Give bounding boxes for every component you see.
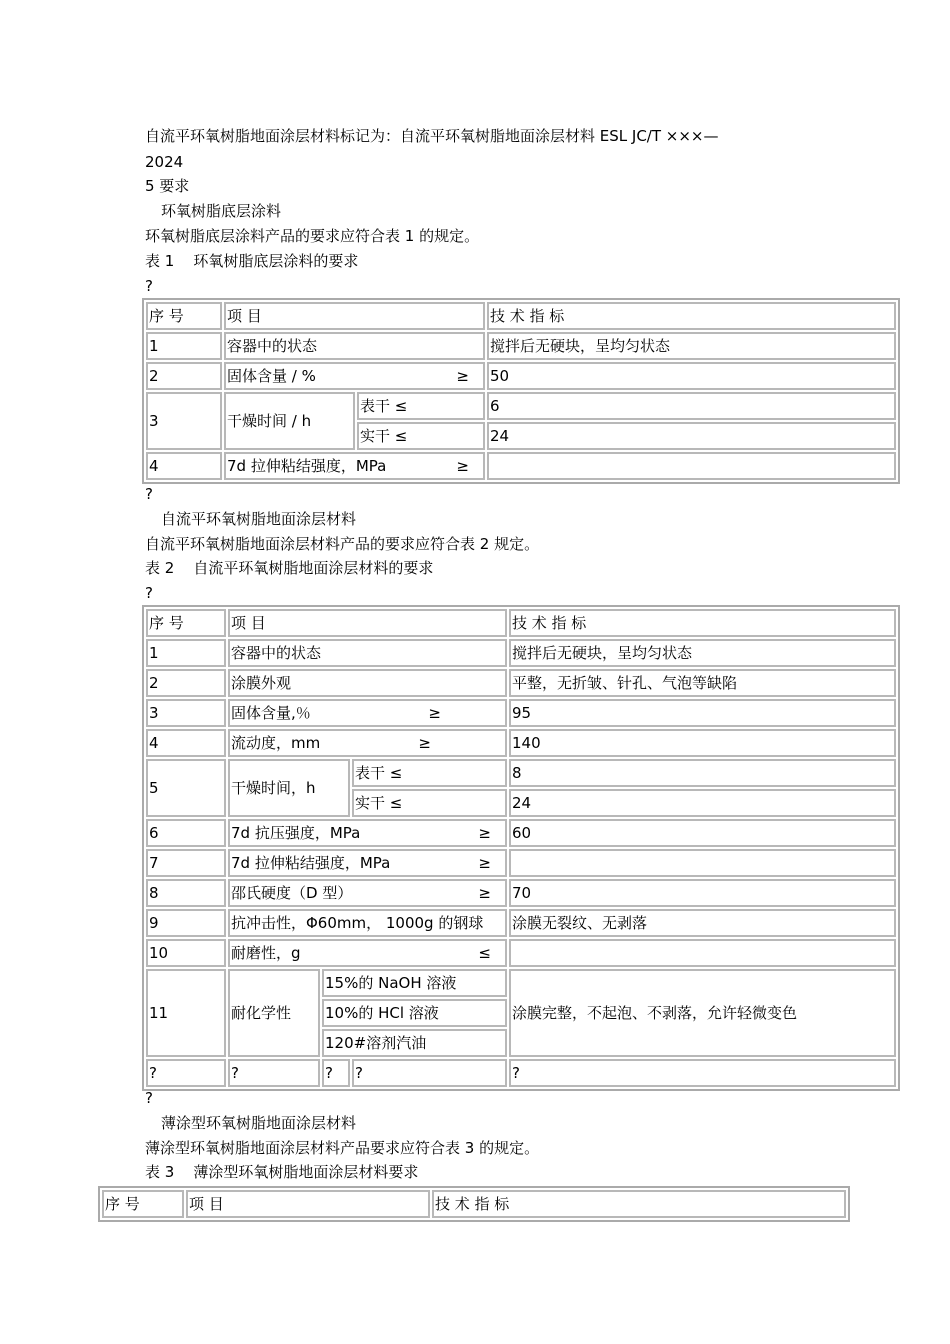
subsection-heading-primer: 环氧树脂底层涂料 <box>161 202 282 220</box>
comparison-symbol: ≥ <box>478 884 491 902</box>
table-row <box>146 729 896 757</box>
placeholder-mark: ? <box>145 277 153 295</box>
cell-item: 涂膜外观 <box>228 669 507 697</box>
cell-item: 容器中的状态 <box>224 332 485 360</box>
cell-placeholder: ? <box>146 1059 226 1087</box>
cell-subitem: 实干 ≤ <box>357 422 485 450</box>
item-label: 固体含量 / % <box>227 367 316 385</box>
item-label: 7d 抗压强度，MPa <box>231 824 361 842</box>
paragraph-self-leveling: 自流平环氧树脂地面涂层材料产品的要求应符合表 2 规定。 <box>145 535 540 553</box>
cell-spec <box>487 452 896 480</box>
table-row <box>146 392 896 420</box>
cell-spec: 60 <box>509 819 896 847</box>
item-label: 7d 拉伸粘结强度，MPa <box>227 457 387 475</box>
cell-subitem: 表干 ≤ <box>352 759 507 787</box>
item-label: 邵氏硬度（D 型） <box>231 884 353 902</box>
table-2 <box>142 605 900 1091</box>
cell-spec: 涂膜无裂纹、无剥落 <box>509 909 896 937</box>
placeholder-mark: ? <box>145 485 153 503</box>
cell-item <box>224 362 485 390</box>
cell-no: 1 <box>146 639 226 667</box>
cell-item <box>228 699 507 727</box>
marking-text-line1: 自流平环氧树脂地面涂层材料标记为：自流平环氧树脂地面涂层材料 ESL JC/T ×××— <box>145 127 719 145</box>
cell-spec: 搅拌后无硬块，呈均匀状态 <box>487 332 896 360</box>
placeholder-mark: ? <box>145 1089 153 1107</box>
cell-no: 3 <box>146 699 226 727</box>
cell-no: 6 <box>146 819 226 847</box>
cell-item: 容器中的状态 <box>228 639 507 667</box>
cell-no: 4 <box>146 452 222 480</box>
table-row <box>146 879 896 907</box>
table-row <box>146 639 896 667</box>
table-header-row <box>146 302 896 330</box>
comparison-symbol: ≥ <box>478 824 491 842</box>
cell-item <box>228 819 507 847</box>
cell-placeholder: ? <box>509 1059 896 1087</box>
comparison-symbol: ≤ <box>478 944 491 962</box>
cell-no: 5 <box>146 759 226 817</box>
paragraph-thin-coat: 薄涂型环氧树脂地面涂层材料产品要求应符合表 3 的规定。 <box>145 1139 540 1157</box>
table-row <box>146 909 896 937</box>
item-label: 流动度，mm <box>231 734 321 752</box>
paragraph-primer: 环氧树脂底层涂料产品的要求应符合表 1 的规定。 <box>145 227 480 245</box>
cell-item: 抗冲击性，Φ60mm， 1000g 的钢球 <box>228 909 507 937</box>
cell-spec: 搅拌后无硬块，呈均匀状态 <box>509 639 896 667</box>
cell-spec: 平整，无折皱、针孔、气泡等缺陷 <box>509 669 896 697</box>
cell-item: 干燥时间，h <box>228 759 350 817</box>
table1-caption: 表 1 环氧树脂底层涂料的要求 <box>145 252 359 270</box>
table-header-row <box>102 1190 846 1218</box>
table-3 <box>98 1186 850 1222</box>
table-row <box>146 819 896 847</box>
header-no: 序 号 <box>102 1190 184 1218</box>
cell-spec: 8 <box>509 759 896 787</box>
cell-no: 7 <box>146 849 226 877</box>
cell-no: 1 <box>146 332 222 360</box>
cell-subitem: 实干 ≤ <box>352 789 507 817</box>
table-header-row <box>146 609 896 637</box>
item-label: 固体含量,％ <box>231 704 311 722</box>
subsection-heading-thin-coat: 薄涂型环氧树脂地面涂层材料 <box>161 1114 357 1132</box>
header-spec: 技 术 指 标 <box>509 609 896 637</box>
item-label: 7d 拉伸粘结强度，MPa <box>231 854 391 872</box>
cell-no: 11 <box>146 969 226 1057</box>
cell-spec <box>509 849 896 877</box>
table2-caption: 表 2 自流平环氧树脂地面涂层材料的要求 <box>145 559 434 577</box>
cell-spec: 50 <box>487 362 896 390</box>
cell-subitem: 15%的 NaOH 溶液 <box>322 969 507 997</box>
cell-spec: 95 <box>509 699 896 727</box>
header-item: 项 目 <box>186 1190 430 1218</box>
table3-caption: 表 3 薄涂型环氧树脂地面涂层材料要求 <box>145 1163 419 1181</box>
header-no: 序 号 <box>146 609 226 637</box>
cell-no: 9 <box>146 909 226 937</box>
header-item: 项 目 <box>224 302 485 330</box>
table-row <box>146 362 896 390</box>
comparison-symbol: ≥ <box>428 704 441 722</box>
cell-placeholder: ? <box>352 1059 507 1087</box>
table-row <box>146 699 896 727</box>
cell-item <box>228 849 507 877</box>
cell-placeholder: ? <box>322 1059 350 1087</box>
table-row <box>146 939 896 967</box>
header-spec: 技 术 指 标 <box>432 1190 846 1218</box>
cell-item <box>228 729 507 757</box>
cell-spec: 24 <box>487 422 896 450</box>
cell-subitem: 10%的 HCl 溶液 <box>322 999 507 1027</box>
header-no: 序 号 <box>146 302 222 330</box>
cell-spec: 24 <box>509 789 896 817</box>
header-spec: 技 术 指 标 <box>487 302 896 330</box>
cell-item <box>228 939 507 967</box>
comparison-symbol: ≥ <box>418 734 431 752</box>
table-row <box>146 969 896 997</box>
comparison-symbol: ≥ <box>478 854 491 872</box>
header-item: 项 目 <box>228 609 507 637</box>
cell-placeholder: ? <box>228 1059 320 1087</box>
cell-spec: 6 <box>487 392 896 420</box>
cell-no: 2 <box>146 362 222 390</box>
cell-no: 2 <box>146 669 226 697</box>
cell-subitem: 120#溶剂汽油 <box>322 1029 507 1057</box>
table-row <box>146 669 896 697</box>
comparison-symbol: ≥ <box>456 367 469 385</box>
table-row <box>146 849 896 877</box>
cell-no: 8 <box>146 879 226 907</box>
table-row <box>146 452 896 480</box>
cell-item <box>228 879 507 907</box>
cell-item <box>224 452 485 480</box>
table-row <box>146 759 896 787</box>
cell-spec: 70 <box>509 879 896 907</box>
item-label: 耐磨性，g <box>231 944 301 962</box>
cell-no: 3 <box>146 392 222 450</box>
subsection-heading-self-leveling: 自流平环氧树脂地面涂层材料 <box>161 510 357 528</box>
marking-text-line2: 2024 <box>145 153 184 171</box>
cell-item: 干燥时间 / h <box>224 392 355 450</box>
table-row <box>146 1059 896 1087</box>
section-heading: 5 要求 <box>145 177 190 195</box>
cell-spec: 涂膜完整，不起泡、不剥落，允许轻微变色 <box>509 969 896 1057</box>
comparison-symbol: ≥ <box>456 457 469 475</box>
cell-item: 耐化学性 <box>228 969 320 1057</box>
cell-spec <box>509 939 896 967</box>
cell-spec: 140 <box>509 729 896 757</box>
table-1 <box>142 298 900 484</box>
table-row <box>146 332 896 360</box>
cell-no: 10 <box>146 939 226 967</box>
cell-subitem: 表干 ≤ <box>357 392 485 420</box>
cell-no: 4 <box>146 729 226 757</box>
placeholder-mark: ? <box>145 584 153 602</box>
